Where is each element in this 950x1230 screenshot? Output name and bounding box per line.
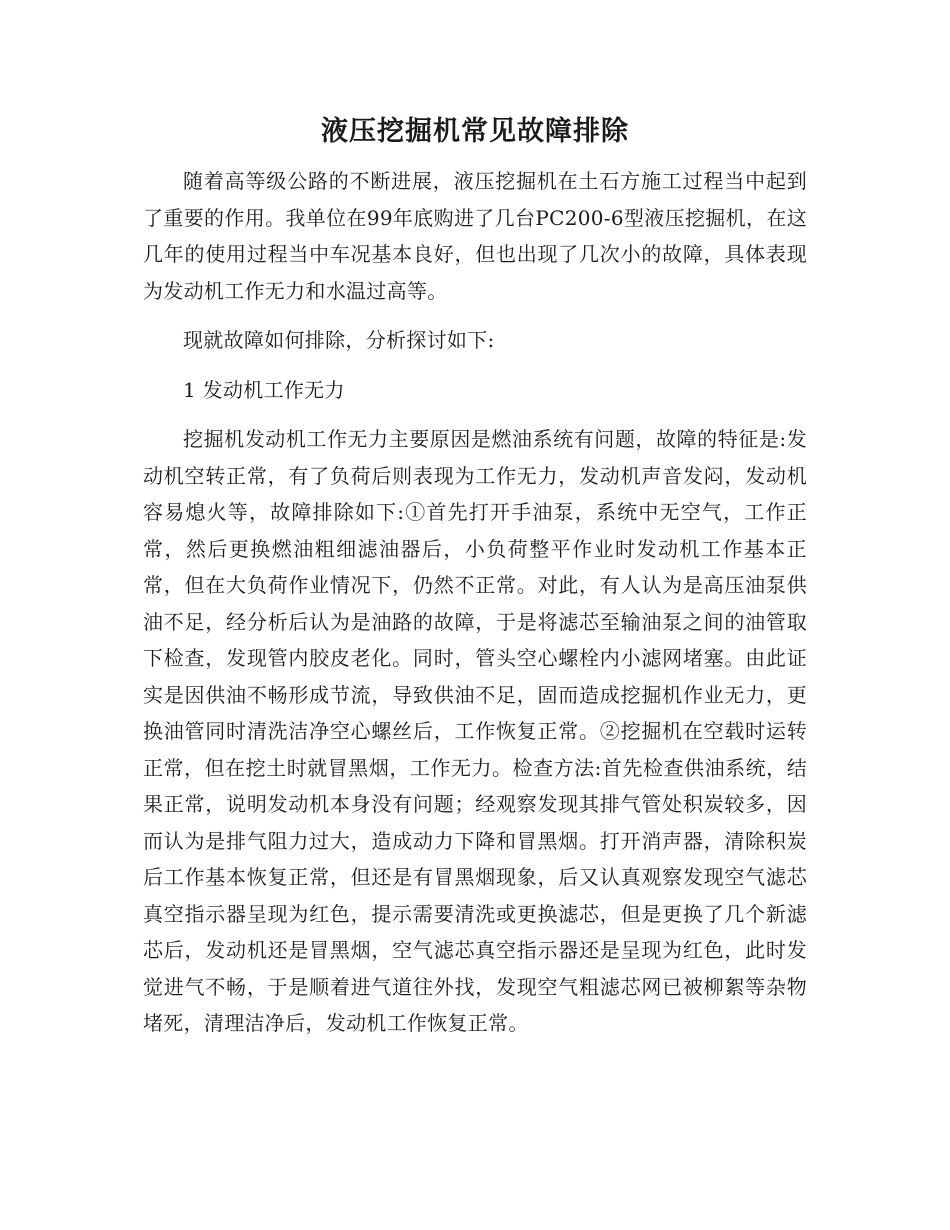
paragraph-engine-weakness-detail: 挖掘机发动机工作无力主要原因是燃油系统有问题，故障的特征是:发动机空转正常，有了负荷后则表现为工作无力，发动机声音发闷，发动机容易熄火等，故障排除如下:①首先打开手油泵，系统中无空气，工作正常，然后更换燃油粗细滤油器后，小负荷整平作业时发动机工作基本正常，但在大负荷作业情况下，仍然不正常。对此，有人认为是高压油泵供油不足，经分析后认为是油路的故障，于是将滤芯至输油泵之间的油管取下检查，发现管内胶皮老化。同时，管头空心螺栓内小滤网堵塞。由此证实是因供油不畅形成节流，导致供油不足，固而造成挖掘机作业无力，更换油管同时清洗洁净空心螺丝后，工作恢复正常。②挖掘机在空载时运转正常，但在挖土时就冒黑烟，工作无力。检查方法:首先检查供油系统，结果正常，说明发动机本身没有问题；经观察发现其排气管处积炭较多，因而认为是排气阻力过大，造成动力下降和冒黑烟。打开消声器，清除积炭后工作基本恢复正常，但还是有冒黑烟现象，后又认真观察发现空气滤芯真空指示器呈现为红色，提示需要清洗或更换滤芯，但是更换了几个新滤芯后，发动机还是冒黑烟，空气滤芯真空指示器还是呈现为红色，此时发觉进气不畅，于是顺着进气道往外找，发现空气粗滤芯网已被柳絮等杂物堵死，清理洁净后，发动机工作恢复正常。	[143, 427, 807, 1035]
paragraph-analysis-lead: 现就故障如何排除，分析探讨如下:	[183, 328, 495, 352]
document-title: 液压挖掘机常见故障排除	[321, 116, 629, 147]
section-heading-engine-weakness: 1 发动机工作无力	[183, 377, 345, 402]
paragraph-intro: 随着高等级公路的不断进展，液压挖掘机在土石方施工过程当中起到了重要的作用。我单位在99年底购进了几台PC200-6型液压挖掘机，在这几年的使用过程当中车况基本良好，但也出现了几次小的故障，具体表现为发动机工作无力和水温过高等。	[143, 169, 807, 303]
document-body	[143, 108, 807, 1055]
